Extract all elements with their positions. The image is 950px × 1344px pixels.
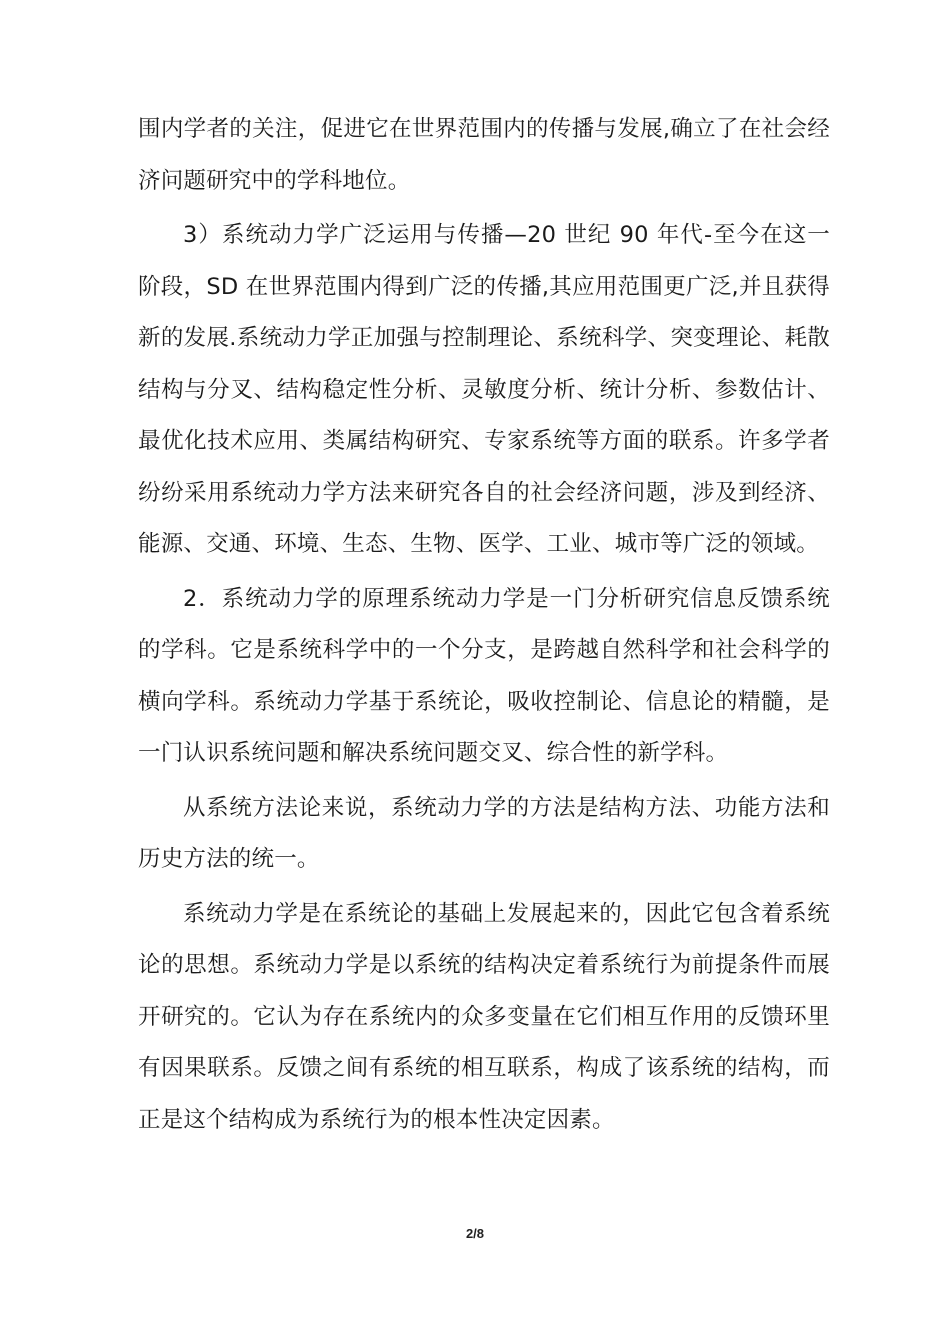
paragraph-methodology: 从系统方法论来说，系统动力学的方法是结构方法、功能方法和历史方法的统一。 xyxy=(138,794,830,872)
page-number: 2/8 xyxy=(465,1226,485,1241)
paragraph-continuation: 围内学者的关注，促进它在世界范围内的传播与发展,确立了在社会经济问题研究中的学科地位。 xyxy=(138,116,830,194)
document-body xyxy=(138,104,830,1146)
paragraph-sd-principle: 2．系统动力学的原理系统动力学是一门分析研究信息反馈系统的学科。它是系统科学中的一个分支，是跨越自然科学和社会科学的横向学科。系统动力学基于系统论，吸收控制论、信息论的精髓，是一门认识系统问题和解决系统问题交叉、综合性的新学科。 xyxy=(138,585,830,766)
paragraph-sd-spread: 3）系统动力学广泛运用与传播—20 世纪 90 年代-至今在这一阶段，SD 在世界范围内得到广泛的传播,其应用范围更广泛,并且获得新的发展.系统动力学正加强与控制理论、系统科学、突变理论、耗散结构与分叉、结构稳定性分析、灵敏度分析、统计分析、参数估计、最优化技术应用、类属结构研究、专家系统等方面的联系。许多学者纷纷采用系统动力学方法来研究各自的社会经济问题，涉及到经济、能源、交通、环境、生态、生物、医学、工业、城市等广泛的领域。 xyxy=(138,222,830,557)
paragraph-system-theory: 系统动力学是在系统论的基础上发展起来的，因此它包含着系统论的思想。系统动力学是以系统的结构决定着系统行为前提条件而展开研究的。它认为存在系统内的众多变量在它们相互作用的反馈环里有因果联系。反馈之间有系统的相互联系，构成了该系统的结构，而正是这个结构成为系统行为的根本性决定因素。 xyxy=(138,900,830,1133)
